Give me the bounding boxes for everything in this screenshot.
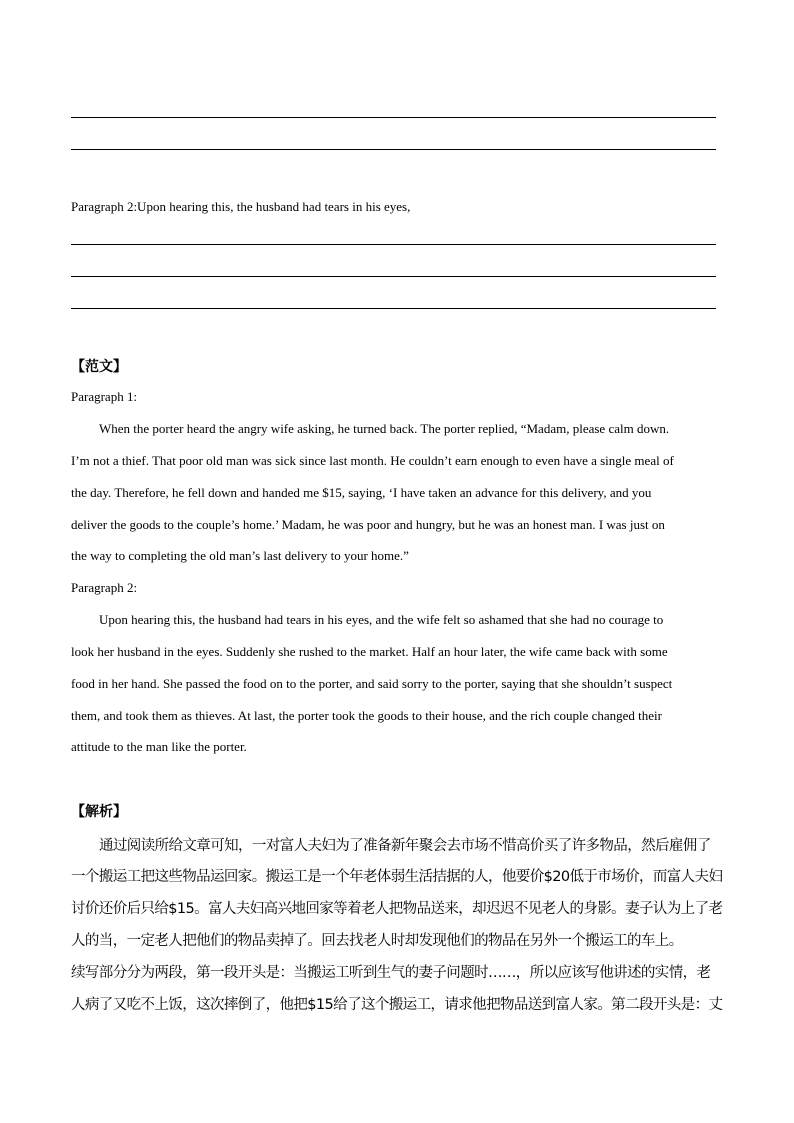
sample-p1-line: When the porter heard the angry wife asking, he turned back. The porter replied, “Madam, please calm down.: [99, 421, 670, 436]
sample-p1-line: the way to completing the old man’s last delivery to your home.”: [71, 548, 409, 563]
answer-line: [71, 276, 716, 277]
analysis-line: 续写部分分为两段，第一段开头是：当搬运工听到生气的妻子问题时……，所以应该写他讲述的实情，老: [71, 965, 711, 981]
sample-p2-label: Paragraph 2:: [71, 580, 138, 595]
answer-line: [71, 149, 716, 150]
sample-p1-line: I’m not a thief. That poor old man was sick since last month. He couldn’t earn enough to even have a single meal of: [71, 453, 674, 468]
sample-p1-line: the day. Therefore, he fell down and handed me $15, saying, ‘I have taken an advance for this delivery, and you: [71, 485, 652, 500]
analysis-line: 一个搬运工把这些物品运回家。搬运工是一个年老体弱生活拮据的人，他要价$20低于市场价，而富人夫妇: [71, 869, 723, 885]
sample-p2-line: food in her hand. She passed the food on to the porter, and said sorry to the porter, saying that she shouldn’t suspect: [71, 676, 673, 691]
answer-line: [71, 117, 716, 118]
answer-line: [71, 308, 716, 309]
sample-heading: 【范文】: [71, 360, 127, 375]
analysis-line: 讨价还价后只给$15。富人夫妇高兴地回家等着老人把物品送来，却迟迟不见老人的身影。妻子认为上了老: [71, 901, 723, 917]
analysis-heading: 【解析】: [71, 805, 127, 820]
analysis-line: 人病了又吃不上饭，这次摔倒了，他把$15给了这个搬运工，请求他把物品送到富人家。第二段开头是：丈: [71, 997, 723, 1013]
sample-p2-line: attitude to the man like the porter.: [71, 739, 247, 754]
answer-line: [71, 244, 716, 245]
sample-p1-line: deliver the goods to the couple’s home.’ Madam, he was poor and hungry, but he was an honest man. I was just on: [71, 517, 665, 532]
sample-p2-line: Upon hearing this, the husband had tears in his eyes, and the wife felt so ashamed that she had no courage to: [99, 612, 664, 627]
sample-p2-line: them, and took them as thieves. At last, the porter took the goods to their house, and the rich couple changed their: [71, 708, 662, 723]
sample-p1-label: Paragraph 1:: [71, 389, 138, 404]
analysis-line: 通过阅读所给文章可知，一对富人夫妇为了准备新年聚会去市场不惜高价买了许多物品，然后雇佣了: [99, 838, 711, 854]
analysis-line: 人的当，一定老人把他们的物品卖掉了。回去找老人时却发现他们的物品在另外一个搬运工的车上。: [71, 933, 683, 949]
sample-p2-line: look her husband in the eyes. Suddenly she rushed to the market. Half an hour later, the wife came back with some: [71, 644, 668, 659]
paragraph2-prompt: Paragraph 2:Upon hearing this, the husband had tears in his eyes,: [71, 199, 411, 214]
